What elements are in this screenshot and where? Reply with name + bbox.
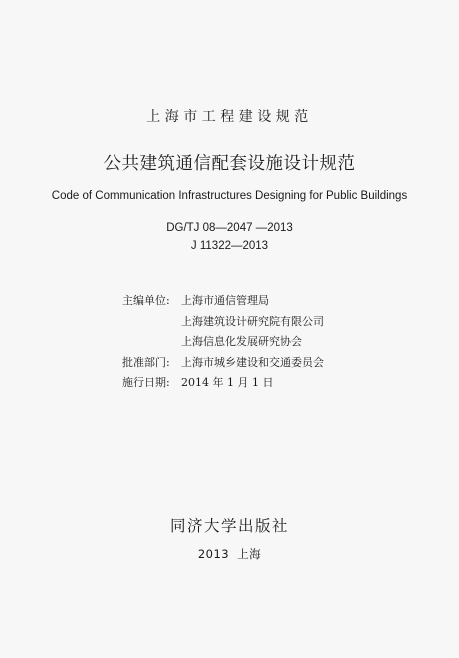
publication-year: 2013 bbox=[197, 547, 230, 561]
approval-row bbox=[122, 353, 324, 374]
approval-label: 批准部门: bbox=[122, 355, 170, 369]
editor-label: 主编单位: bbox=[122, 294, 170, 307]
english-title: Code of Communication Infrastructures Designing for Public Buildings bbox=[51, 190, 408, 202]
effective-date-label: 施行日期: bbox=[122, 376, 170, 389]
effective-date-row bbox=[122, 373, 324, 394]
publication-place bbox=[0, 546, 459, 562]
record-number: J 11322—2013 bbox=[190, 240, 269, 252]
publication-city: 上海 bbox=[237, 547, 262, 561]
approval-value: 上海市城乡建设和交通委员会 bbox=[181, 355, 324, 369]
standard-number: DG/TJ 08—2047 —2013 bbox=[166, 222, 293, 234]
publication-info bbox=[122, 291, 324, 394]
editor-unit: 上海信息化发展研究协会 bbox=[181, 335, 302, 348]
series-title: 上海市工程建设规范 bbox=[146, 109, 313, 125]
editor-unit: 上海市通信管理局 bbox=[181, 294, 269, 307]
editor-row bbox=[122, 332, 324, 353]
indent-spacer bbox=[122, 332, 181, 353]
editor-row bbox=[122, 291, 324, 312]
indent-spacer bbox=[122, 312, 181, 333]
editor-row bbox=[122, 312, 324, 333]
document-title: 公共建筑通信配套设施设计规范 bbox=[103, 154, 356, 174]
effective-date-value: 2014 年 1 月 1 日 bbox=[181, 376, 274, 389]
publisher-name: 同济大学出版社 bbox=[169, 517, 289, 535]
editor-unit: 上海建筑设计研究院有限公司 bbox=[181, 314, 324, 328]
